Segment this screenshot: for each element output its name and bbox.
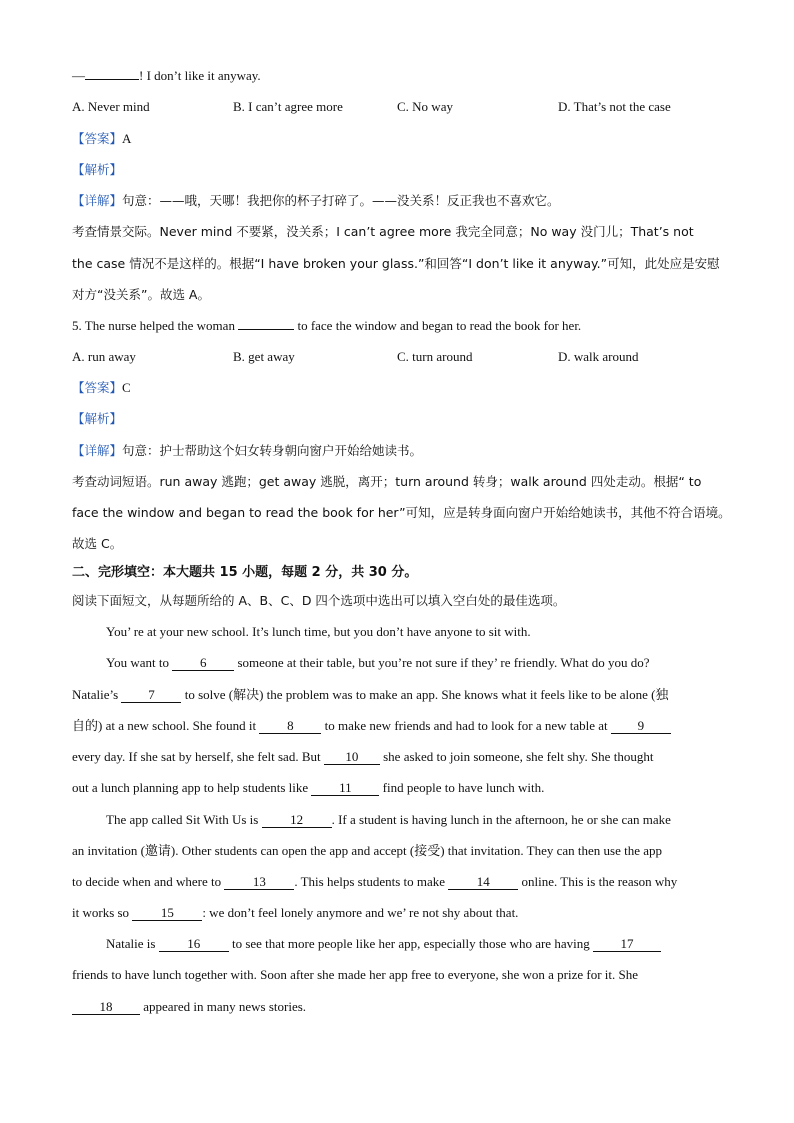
cloze-blank-8: 8 [259, 719, 321, 734]
q4-option-c: C. No way [397, 99, 453, 114]
cloze-blank-6: 6 [172, 656, 234, 671]
cloze-blank-17: 17 [593, 937, 661, 952]
q5-answer: 【答案】C [72, 380, 131, 395]
q4-answer: 【答案】A [72, 131, 132, 146]
q5-detail-line: 考查动词短语。run away 逃跑；get away 逃脱，离开；turn around 转身；walk around 四处走动。根据“ to [72, 474, 702, 489]
cloze-blank-7: 7 [121, 688, 181, 703]
passage-line: it works so 15 : we don’t feel lonely anymore and we’ re not shy about that. [72, 905, 519, 920]
q4-option-d: D. That’s not the case [558, 99, 671, 114]
q5-analysis-heading: 【解析】 [72, 411, 123, 426]
q5-detail-line: 故选 C。 [72, 536, 123, 551]
cloze-blank-14: 14 [448, 875, 518, 890]
cloze-blank-13: 13 [224, 875, 294, 890]
passage-line: out a lunch planning app to help students like 11 find people to have lunch with. [72, 780, 545, 795]
cloze-blank-18: 18 [72, 1000, 140, 1015]
passage-line: friends to have lunch together with. Soon after she made her app free to everyone, she won a prize for it. She [72, 967, 639, 982]
q5-option-a: A. run away [72, 349, 136, 364]
q5-detail-line: face the window and began to read the book for her”可知，应是转身面向窗户开始给她读书，其他不符合语境。 [72, 505, 731, 520]
q5-detail: 【详解】句意：护士帮助这个妇女转身朝向窗户开始给她读书。 [72, 443, 423, 458]
q4-detail-line: 对方“没关系”。故选 A。 [72, 287, 210, 302]
cloze-blank-15: 15 [132, 906, 202, 921]
passage-line: 18 appeared in many news stories. [72, 999, 306, 1015]
q4-detail: 【详解】句意：——哦，天哪！我把你的杯子打碎了。——没关系！反正我也不喜欢它。 [72, 193, 560, 208]
cloze-blank-12: 12 [262, 813, 332, 828]
passage-line: You want to 6 someone at their table, but you’re not sure if they’ re friendly. What do you do? [106, 655, 650, 670]
answer-blank [238, 329, 294, 330]
passage-line: The app called Sit With Us is 12 . If a student is having lunch in the afternoon, he or she can make [106, 812, 671, 827]
q5-option-c: C. turn around [397, 349, 473, 364]
q5-stem: 5. The nurse helped the woman to face the window and began to read the book for her. [72, 318, 582, 333]
q4-detail-line: the case 情况不是这样的。根据“I have broken your glass.”和回答“I don’t like it anyway.”可知，此处应是安慰 [72, 256, 720, 271]
section-instruction: 阅读下面短文，从每题所给的 A、B、C、D 四个选项中选出可以填入空白处的最佳选项。 [72, 593, 566, 608]
q4-option-a: A. Never mind [72, 99, 150, 114]
q4-option-b: B. I can’t agree more [233, 99, 343, 114]
answer-blank [85, 79, 139, 80]
passage-line: You’ re at your new school. It’s lunch time, but you don’t have anyone to sit with. [106, 624, 531, 639]
cloze-blank-16: 16 [159, 937, 229, 952]
passage-line: an invitation (邀请). Other students can open the app and accept (接受) that invitation. They can then use the app [72, 843, 663, 858]
passage-line: Natalie is 16 to see that more people like her app, especially those who are having 17 [106, 936, 661, 952]
cloze-blank-9: 9 [611, 719, 671, 734]
cloze-blank-10: 10 [324, 750, 380, 765]
passage-line: every day. If she sat by herself, she felt sad. But 10 she asked to join someone, she felt shy. She thought [72, 749, 654, 764]
passage-line: Natalie’s 7 to solve (解决) the problem was to make an app. She knows what it feels like to be alone (独 [72, 687, 669, 702]
q4-analysis-heading: 【解析】 [72, 162, 123, 177]
q5-option-d: D. walk around [558, 349, 639, 364]
q4-stem: — ! I don’t like it anyway. [72, 68, 261, 83]
passage-line: to decide when and where to 13 . This helps students to make 14 online. This is the reason why [72, 874, 678, 889]
q4-detail-line: 考查情景交际。Never mind 不要紧，没关系；I can’t agree more 我完全同意；No way 没门儿；That’s not [72, 224, 694, 239]
passage-line: 自的) at a new school. She found it 8 to make new friends and had to look for a new table at 9 [72, 718, 671, 734]
q5-option-b: B. get away [233, 349, 295, 364]
cloze-blank-11: 11 [311, 781, 379, 796]
section-heading: 二、完形填空：本大题共 15 小题，每题 2 分，共 30 分。 [72, 565, 418, 580]
